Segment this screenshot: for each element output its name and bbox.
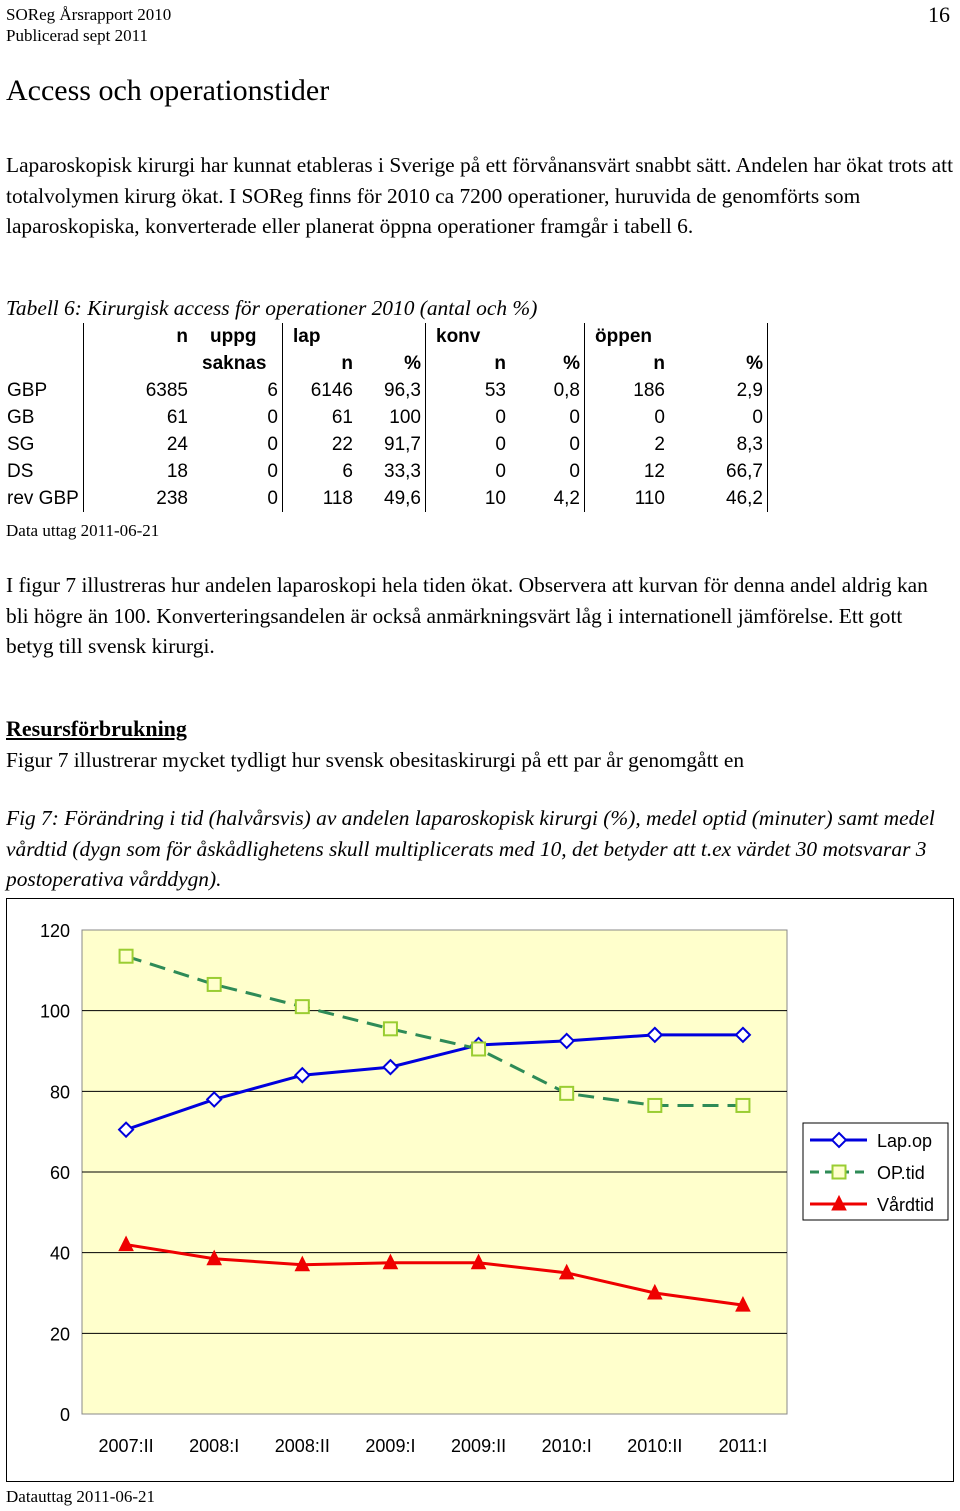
table-title: Tabell 6: Kirurgisk access för operationer 2010 (antal och %)	[6, 296, 538, 320]
lap-pct-header: %	[357, 350, 426, 377]
cell-oppen-n: 12	[643, 461, 665, 482]
row-label: GB	[3, 404, 84, 431]
cell-n: 61	[166, 407, 188, 428]
y-tick-label: 60	[49, 1163, 70, 1183]
col-n-header: n	[176, 325, 188, 347]
cell-saknas: 0	[267, 488, 278, 509]
row-label: SG	[3, 431, 84, 458]
table-row	[3, 377, 768, 404]
cell-oppen-n: 2	[654, 434, 665, 455]
konv-pct-header: %	[510, 350, 585, 377]
data-point-op-tid	[648, 1099, 661, 1112]
y-tick-label: 100	[39, 1001, 70, 1022]
y-tick-label: 80	[49, 1082, 70, 1103]
cell-n: 18	[166, 461, 188, 482]
cell-oppen-n: 0	[654, 407, 665, 428]
section-heading: Resursförbrukning	[6, 716, 187, 741]
access-table	[3, 323, 768, 512]
oppen-pct-header: %	[669, 350, 768, 377]
col-saknas-header: saknas	[202, 352, 267, 374]
cell-lap-pct: 91,7	[357, 431, 426, 458]
cell-lap-n: 61	[283, 404, 358, 431]
cell-saknas: 0	[267, 461, 278, 482]
data-point-op-tid	[384, 1022, 397, 1035]
figure-intro-paragraph: I figur 7 illustreras hur andelen laparoskopi hela tiden ökat. Observera att kurvan för denna andel aldrig kan bli högre än 100. Konverteringsandelen är också anmärkningsvärt låg i internationell jämförelse. Ett gott betyg till svensk kirurgi.	[6, 573, 928, 658]
row-label: rev GBP	[3, 485, 84, 512]
oppen-n-header: n	[653, 352, 665, 374]
data-point-op-tid	[208, 978, 221, 991]
legend-label-v-rdtid: Vårdtid	[877, 1195, 935, 1215]
cell-lap-pct: 96,3	[357, 377, 426, 404]
cell-n: 6385	[145, 380, 188, 401]
cell-lap-n: 22	[283, 431, 358, 458]
cell-konv-n: 53	[484, 380, 506, 401]
y-tick-label: 20	[49, 1324, 70, 1345]
col-oppen-header: öppen	[595, 325, 652, 347]
cell-oppen-pct: 2,9	[669, 377, 768, 404]
table-header-row	[3, 323, 768, 350]
cell-n: 24	[166, 434, 188, 455]
x-tick-label: 2007:II	[98, 1436, 154, 1456]
cell-konv-n: 0	[495, 434, 506, 455]
cell-saknas: 0	[267, 434, 278, 455]
legend-label-lap-op: Lap.op	[877, 1131, 933, 1151]
y-tick-label: 0	[59, 1405, 70, 1425]
chart-container	[6, 898, 954, 1482]
page-title: Access och operationstider	[6, 74, 330, 107]
line-chart	[7, 899, 953, 1481]
data-point-op-tid	[296, 1000, 309, 1013]
intro-paragraph: Laparoskopisk kirurgi har kunnat etableras i Sverige på ett förvånansvärt snabbt sätt. Andelen har ökat trots att totalvolymen kirurg ökat. I SOReg finns för 2010 ca 7200 operationer, huruvida de genomförts som laparoskopiska, konverterade eller planerat öppna operationer framgår i tabell 6.	[6, 153, 954, 238]
cell-konv-pct: 0	[510, 458, 585, 485]
col-lap-header: lap	[283, 323, 358, 350]
table-source-note: Data uttag 2011-06-21	[6, 521, 160, 540]
table-row	[3, 431, 768, 458]
cell-konv-n: 0	[495, 407, 506, 428]
cell-lap-n: 6146	[283, 377, 358, 404]
data-point-op-tid	[472, 1042, 485, 1055]
cell-konv-pct: 0	[510, 431, 585, 458]
figure-caption: Fig 7: Förändring i tid (halvårsvis) av andelen laparoskopisk kirurgi (%), medel optid (minuter) samt medel vårdtid (dygn som för åskådlighetens skull multiplicerats med 10, det betyder att t.ex värdet 30 motsvarar 3 postoperativa vårddygn).	[6, 806, 935, 891]
cell-konv-pct: 4,2	[510, 485, 585, 512]
x-tick-label: 2008:II	[274, 1436, 330, 1456]
cell-lap-pct: 100	[357, 404, 426, 431]
y-tick-label: 120	[39, 921, 70, 941]
x-tick-label: 2009:I	[365, 1436, 416, 1456]
cell-lap-n: 118	[283, 485, 358, 512]
legend-label-op-tid: OP.tid	[877, 1163, 925, 1183]
cell-lap-n: 6	[283, 458, 358, 485]
col-uppg-header: uppg	[210, 325, 257, 347]
section-text: Figur 7 illustrerar mycket tydligt hur svensk obesitaskirurgi på ett par år genomgått en	[6, 748, 745, 772]
cell-konv-pct: 0,8	[510, 377, 585, 404]
row-label: GBP	[3, 377, 84, 404]
data-point-op-tid	[120, 950, 133, 963]
cell-lap-pct: 33,3	[357, 458, 426, 485]
x-tick-label: 2011:I	[718, 1436, 768, 1456]
cell-n: 238	[156, 488, 188, 509]
cell-oppen-n: 110	[634, 488, 665, 509]
x-tick-label: 2010:II	[627, 1436, 683, 1456]
table-row	[3, 458, 768, 485]
report-title: SOReg Årsrapport 2010	[6, 5, 172, 24]
cell-lap-pct: 49,6	[357, 485, 426, 512]
publish-date: Publicerad sept 2011	[6, 26, 148, 45]
page-number: 16	[928, 2, 950, 27]
cell-saknas: 0	[267, 407, 278, 428]
cell-saknas: 6	[267, 380, 278, 401]
table-row	[3, 404, 768, 431]
cell-konv-pct: 0	[510, 404, 585, 431]
col-konv-header: konv	[436, 325, 481, 347]
x-tick-label: 2010:I	[541, 1436, 592, 1456]
data-point-op-tid	[736, 1099, 749, 1112]
page-header	[6, 4, 171, 46]
x-tick-label: 2008:I	[189, 1436, 240, 1456]
lap-n-header: n	[283, 350, 358, 377]
row-label: DS	[3, 458, 84, 485]
table-row	[3, 485, 768, 512]
x-tick-label: 2009:II	[451, 1436, 507, 1456]
cell-oppen-pct: 8,3	[669, 431, 768, 458]
cell-oppen-pct: 0	[669, 404, 768, 431]
table-subheader-row	[3, 350, 768, 377]
chart-source-note: Datauttag 2011-06-21	[6, 1487, 156, 1506]
cell-oppen-n: 186	[633, 380, 665, 401]
konv-n-header: n	[494, 352, 506, 374]
cell-oppen-pct: 46,2	[669, 485, 768, 512]
cell-konv-n: 10	[484, 488, 506, 509]
legend-marker-op-tid	[833, 1166, 846, 1179]
y-tick-label: 40	[49, 1243, 70, 1264]
cell-oppen-pct: 66,7	[669, 458, 768, 485]
cell-konv-n: 0	[495, 461, 506, 482]
data-point-op-tid	[560, 1087, 573, 1100]
